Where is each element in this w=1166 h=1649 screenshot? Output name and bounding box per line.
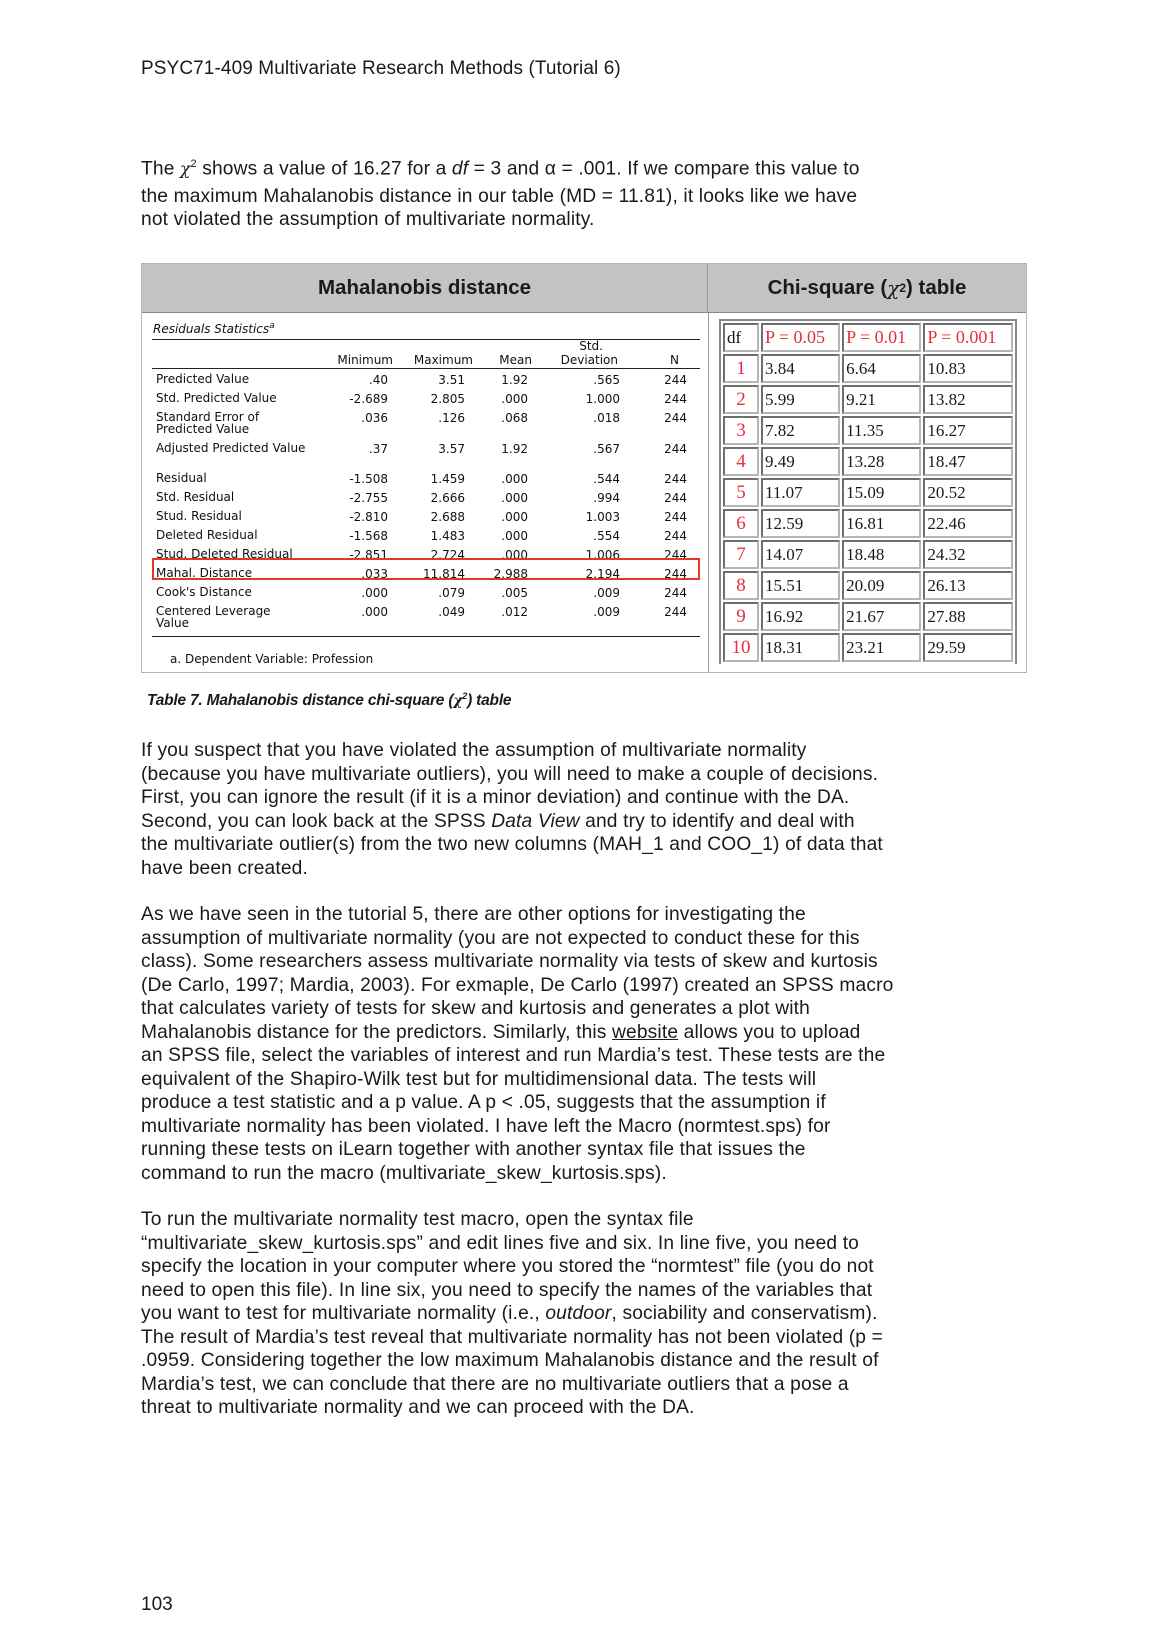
table-figure [141,263,1027,673]
df-cell: 9 [723,602,759,631]
critical-value-cell: 23.21 [842,633,921,662]
paragraph-outliers [141,739,1021,880]
cell-minimum: -2.689 [349,392,388,406]
text: Residuals Statistics [153,322,270,336]
chi-row [723,447,1013,476]
rule [152,636,700,637]
df-cell: 7 [723,540,759,569]
rule [152,368,700,369]
cell-std-deviation: .567 [593,442,620,456]
page-number: 103 [141,1594,173,1615]
text: multivariate normality has been violated. I have left the Macro (normtest.sps) for [141,1115,831,1137]
row-label: Mahal. Distance [156,566,253,580]
text: equivalent of the Shapiro-Wilk test but for multidimensional data. The tests will [141,1068,817,1090]
text: not violated the assumption of multivariate normality. [141,209,595,231]
cell-n: 244 [664,510,687,524]
row-label: Stud. Residual [156,509,242,523]
cell-std-deviation: 1.000 [585,392,620,406]
table-row [152,603,700,630]
text: shows a value of 16.27 for a [196,158,452,180]
cell-n: 244 [664,586,687,600]
text: and try to identify and deal with [579,810,855,832]
cell-std-deviation: .994 [593,491,620,505]
cell-mean: 2.988 [493,567,528,581]
chi-row [723,478,1013,507]
col-mean: Mean [499,353,532,367]
cell-mean: .000 [501,392,528,406]
text: have been created. [141,857,308,879]
cell-maximum: 2.724 [430,548,465,562]
df-cell: 6 [723,509,759,538]
table-row [152,409,700,436]
df-cell: 4 [723,447,759,476]
footnote-marker: a [269,321,275,331]
text: that calculates variety of tests for skew and kurtosis and generates a plot with [141,998,810,1019]
cell-n: 244 [664,567,687,581]
cell-std-deviation: .554 [593,529,620,543]
critical-value-cell: 11.07 [761,478,840,507]
cell-mean: .000 [501,510,528,524]
critical-value-cell: 21.67 [842,602,921,631]
col-deviation: Deviation [560,353,618,367]
row-label: Std. Predicted Value [156,391,277,405]
text: class). Some researchers assess multivariate normality via tests of skew and kurtosis [141,951,878,972]
cell-maximum: 2.688 [430,510,465,524]
critical-value-cell: 16.92 [761,602,840,631]
critical-value-cell: 18.48 [842,540,921,569]
table-row [152,371,700,391]
cell-std-deviation: 1.006 [585,548,620,562]
text: Mahalanobis distance for the predictors. Similarly, this [141,1021,613,1043]
critical-value-cell: 7.82 [761,416,840,445]
residuals-statistics-table [142,313,708,672]
chi-row [723,509,1013,538]
chi-row [723,633,1013,662]
cell-std-deviation: .565 [593,373,620,387]
chi-table [721,321,1015,664]
row-label: Residual [156,471,207,485]
critical-value-cell: 14.07 [761,540,840,569]
chi-header-row [723,323,1013,352]
cell-n: 244 [664,529,687,543]
cell-mean: 1.92 [501,442,528,456]
cell-std-deviation: .009 [593,586,620,600]
table-row [152,489,700,509]
text: The result of Mardia’s test reveal that multivariate normality has not been violated (p = [141,1326,883,1348]
chi-row [723,354,1013,383]
chi-row [723,385,1013,414]
cell-mean: 1.92 [501,373,528,387]
col-minimum: Minimum [337,353,393,367]
cell-maximum: 11.814 [423,567,465,581]
text: (De Carlo, 1997; Mardia, 2003). For exmaple, De Carlo (1997) created an SPSS macro [141,974,894,996]
cell-maximum: .049 [438,605,465,619]
text: , sociability and conservatism). [611,1303,878,1324]
table-row [152,470,700,490]
row-label: Standard Error of Predicted Value [156,410,260,436]
critical-value-cell: 11.35 [842,416,921,445]
row-label: Stud. Deleted Residual [156,547,293,561]
cell-minimum: -2.755 [349,491,388,505]
chi-symbol: χ [887,276,900,300]
row-label: Std. Residual [156,490,235,504]
df-cell: 1 [723,354,759,383]
text: Second, you can look back at the SPSS [141,810,492,832]
cell-maximum: .079 [438,586,465,600]
cell-minimum: -1.508 [349,472,388,486]
text: ) table [906,276,967,299]
table-caption: Table 7. Mahalanobis distance chi-square $(\chi^2)$ table [147,691,512,710]
text: assumption of multivariate normality (you are not expected to conduct these for this [141,927,860,949]
cell-std-deviation: 1.003 [585,510,620,524]
text: Table 7. Mahalanobis distance chi-square ( [147,692,454,710]
critical-value-cell: 3.84 [761,354,840,383]
text: the maximum Mahalanobis distance in our table (MD = 11.81), it looks like we have [141,185,858,207]
df-cell: 5 [723,478,759,507]
cell-maximum: 3.57 [438,442,465,456]
critical-value-cell: 16.27 [923,416,1013,445]
df-cell: 10 [723,633,759,662]
critical-value-cell: 10.83 [923,354,1013,383]
critical-value-cell: 16.81 [842,509,921,538]
table-row [152,527,700,547]
critical-value-cell: 20.52 [923,478,1013,507]
header-df: df [723,323,759,352]
cell-maximum: 3.51 [438,373,465,387]
highlight-box [152,558,700,580]
df-cell: 3 [723,416,759,445]
cell-minimum: .000 [361,586,388,600]
text: running these tests on iLearn together with another syntax file that issues the [141,1139,806,1160]
cell-n: 244 [664,491,687,505]
text: you want to test for multivariate normality (i.e., [141,1303,546,1324]
text: As we have seen in the tutorial 5, there are other options for investigating the [141,904,806,925]
text: Data View [491,810,580,832]
cell-std-deviation: .018 [593,411,620,425]
critical-value-cell: 24.32 [923,540,1013,569]
cell-n: 244 [664,392,687,406]
table-row [152,584,700,604]
critical-value-cell: 9.49 [761,447,840,476]
cell-minimum: -2.810 [349,510,388,524]
table-row [152,440,700,460]
critical-value-cell: 29.59 [923,633,1013,662]
text: the multivariate outlier(s) from the two new columns (MAH_1 and COO_1) of data that [141,834,883,855]
row-label: Deleted Residual [156,528,258,542]
critical-value-cell: 26.13 [923,571,1013,600]
text: command to run the macro (multivariate_skew_kurtosis.sps). [141,1162,667,1184]
critical-value-cell: 12.59 [761,509,840,538]
divider [708,313,709,672]
text: If you suspect that you have violated the assumption of multivariate normality [141,740,807,761]
text: an SPSS file, select the variables of interest and run Mardia’s test. These tests are the [141,1045,886,1066]
text: Chi-square ( [767,276,888,299]
cell-mean: .000 [501,529,528,543]
df-cell: 2 [723,385,759,414]
chi-row [723,540,1013,569]
table-title [153,321,275,336]
text: First, you can ignore the result (if it is a minor deviation) and continue with the DA. [141,787,850,808]
cell-mean: .068 [501,411,528,425]
critical-value-cell: 27.88 [923,602,1013,631]
website-link[interactable]: website [612,1021,679,1043]
text: The [141,158,180,180]
mahalanobis-title: Mahalanobis distance [142,264,708,313]
cell-maximum: 2.805 [430,392,465,406]
cell-mean: .000 [501,548,528,562]
text: To run the multivariate normality test macro, open the syntax file [141,1209,694,1230]
footnote: a. Dependent Variable: Profession [170,652,374,666]
text: df [451,158,469,180]
cell-minimum: .37 [368,442,388,456]
text: = 3 and α = .001. If we compare this value to [468,158,860,180]
df-cell: 8 [723,571,759,600]
critical-value-cell: 20.09 [842,571,921,600]
chi-row [723,602,1013,631]
header-p-value: P = 0.05 [761,323,840,352]
cell-minimum: .036 [361,411,388,425]
cell-std-deviation: .544 [593,472,620,486]
chi-row [723,416,1013,445]
critical-value-cell: 15.51 [761,571,840,600]
critical-value-cell: 5.99 [761,385,840,414]
cell-minimum: .40 [368,373,388,387]
cell-minimum: -1.568 [349,529,388,543]
chi-square-title: Chi-square ( χ 2 ) table [708,264,1026,313]
text: .0959. Considering together the low maximum Mahalanobis distance and the result of [141,1350,879,1371]
critical-value-cell: 22.46 [923,509,1013,538]
cell-std-deviation: 2.194 [585,567,620,581]
cell-mean: .000 [501,472,528,486]
chi-symbol: χ [180,159,191,180]
critical-value-cell: 18.47 [923,447,1013,476]
text: need to open this file). In line six, you need to specify the names of the variables that [141,1279,873,1301]
text: allows you to upload [678,1021,861,1043]
cell-n: 244 [664,605,687,619]
cell-n: 244 [664,548,687,562]
col-n: N [670,353,679,367]
cell-maximum: 2.666 [430,491,465,505]
row-label: Centered Leverage Value [156,604,271,630]
row-label: Predicted Value [156,372,250,386]
cell-mean: .012 [501,605,528,619]
header-p-value: P = 0.01 [842,323,921,352]
table-row [152,508,700,528]
cell-minimum: .000 [361,605,388,619]
intro-paragraph: The $\chi^2$ shows a value of 16.27 for a df = 3 and α = .001. If we compare this value to the maximum Mahalanobis distance in our table (MD = 11.81), it looks like we have not violated the assumption of multivariate normality. [141,153,1021,232]
paragraph-other-options [141,903,1021,1185]
critical-value-cell: 13.82 [923,385,1013,414]
critical-value-cell: 9.21 [842,385,921,414]
row-label: Adjusted Predicted Value [156,441,306,455]
cell-maximum: 1.483 [430,529,465,543]
table-row [152,390,700,410]
cell-n: 244 [664,411,687,425]
header-p-value: P = 0.001 [923,323,1013,352]
cell-n: 244 [664,373,687,387]
critical-value-cell: 13.28 [842,447,921,476]
text: outdoor [545,1303,612,1324]
text: Mardia’s test, we can conclude that there are no multivariate outliers that a pose a [141,1373,849,1395]
chi-row [723,571,1013,600]
text: produce a test statistic and a p value. A p < .05, suggests that the assumption if [141,1092,826,1113]
cell-minimum: -2.851 [349,548,388,562]
text: specify the location in your computer where you stored the “normtest” file (you do not [141,1256,874,1277]
text: “multivariate_skew_kurtosis.sps” and edit lines five and six. In line five, you need to [141,1232,860,1254]
cell-mean: .005 [501,586,528,600]
row-label: Cook's Distance [156,585,252,599]
running-header: PSYC71-409 Multivariate Research Methods (Tutorial 6) [141,58,621,79]
critical-value-cell: 18.31 [761,633,840,662]
cell-mean: .000 [501,491,528,505]
chi-symbol: χ [453,693,463,710]
chi-square-table [719,319,1017,664]
cell-n: 244 [664,442,687,456]
critical-value-cell: 6.64 [842,354,921,383]
text: threat to multivariate normality and we can proceed with the DA. [141,1397,695,1418]
cell-maximum: .126 [438,411,465,425]
cell-std-deviation: .009 [593,605,620,619]
text: (because you have multivariate outliers), you will need to make a couple of decisions. [141,763,879,785]
critical-value-cell: 15.09 [842,478,921,507]
text: ) table [467,692,512,710]
col-std: Std. [579,339,603,353]
cell-maximum: 1.459 [430,472,465,486]
col-maximum: Maximum [413,353,473,367]
paragraph-macro [141,1208,1021,1420]
rule [152,339,700,340]
cell-minimum: .033 [361,567,388,581]
cell-n: 244 [664,472,687,486]
